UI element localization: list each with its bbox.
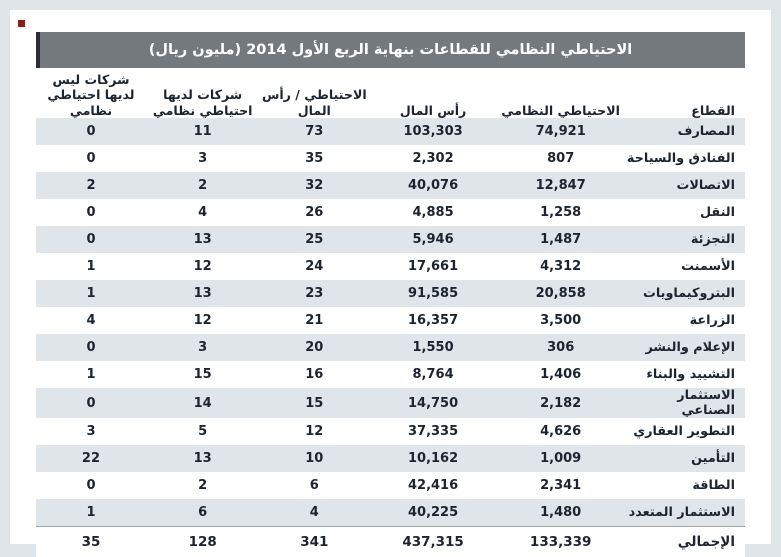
capital-value: 1,550 [369,334,497,361]
page-title: الاحتياطي النظامي للقطاعات بنهاية الربع الأول 2014 (مليون ريال) [148,42,633,58]
sector-name: الطاقة [624,472,745,499]
sector-name: الاستثمار المتعدد [624,499,745,527]
statutory-reserve-value: 4,626 [497,418,625,445]
reserve-to-capital-value: 4 [259,499,369,527]
column-header-reserve-to-capital: الاحتياطي / رأس المال [261,87,367,118]
table-header [36,72,745,118]
table-row [36,388,745,418]
companies-with-reserve-value: 2 [146,172,259,199]
table-row [36,418,745,445]
companies-without-reserve-value: 0 [36,334,146,361]
companies-with-reserve-value: 13 [146,226,259,253]
companies-without-reserve-value: 1 [36,280,146,307]
table-row [36,445,745,472]
capital-value: 91,585 [369,280,497,307]
companies-without-reserve-value: 0 [36,199,146,226]
companies-with-reserve-value: 3 [146,334,259,361]
reserve-to-capital-value: 6 [259,472,369,499]
table-body [36,118,745,557]
reserve-to-capital-value: 16 [259,361,369,388]
table-title-bar [36,32,745,68]
column-header-companies-without-reserve: شركات ليس لديها احتياطي نظامي [47,72,135,118]
sector-name: الاتصالات [624,172,745,199]
reserve-to-capital-value: 10 [259,445,369,472]
sector-name: الفنادق والسياحة [624,145,745,172]
companies-without-reserve-value: 4 [36,307,146,334]
column-header-statutory-reserve: الاحتياطي النظامي [501,102,620,118]
capital-value: 437,315 [369,527,497,557]
capital-value: 14,750 [369,388,497,418]
reserve-to-capital-value: 21 [259,307,369,334]
table-total-row [36,527,745,557]
column-header-companies-with-reserve: شركات لديها احتياطي نظامي [152,87,253,118]
sector-name: التطوير العقاري [624,418,745,445]
capital-value: 2,302 [369,145,497,172]
capital-value: 10,162 [369,445,497,472]
sector-name: الأسمنت [624,253,745,280]
statutory-reserve-value: 1,009 [497,445,625,472]
capital-value: 103,303 [369,118,497,145]
capital-value: 40,225 [369,499,497,527]
companies-with-reserve-value: 4 [146,199,259,226]
statutory-reserve-value: 1,406 [497,361,625,388]
capital-value: 42,416 [369,472,497,499]
sector-name: التجزئة [624,226,745,253]
table-card [10,10,771,551]
reserve-to-capital-value: 15 [259,388,369,418]
reserve-to-capital-value: 32 [259,172,369,199]
statutory-reserve-value: 306 [497,334,625,361]
companies-with-reserve-value: 15 [146,361,259,388]
table-row [36,226,745,253]
reserve-to-capital-value: 341 [259,527,369,557]
reserve-to-capital-value: 35 [259,145,369,172]
companies-with-reserve-value: 13 [146,280,259,307]
sector-name: الزراعة [624,307,745,334]
table-row [36,361,745,388]
statutory-reserve-value: 74,921 [497,118,625,145]
reserve-to-capital-value: 20 [259,334,369,361]
corner-marker [18,20,25,27]
sector-name: الإجمالي [624,527,745,557]
companies-without-reserve-value: 0 [36,118,146,145]
companies-without-reserve-value: 3 [36,418,146,445]
sector-name: الاستثمار الصناعي [624,388,745,418]
companies-without-reserve-value: 0 [36,472,146,499]
statutory-reserve-table [36,72,745,557]
statutory-reserve-value: 3,500 [497,307,625,334]
table-row [36,172,745,199]
table-row [36,307,745,334]
table-row [36,199,745,226]
capital-value: 5,946 [369,226,497,253]
companies-without-reserve-value: 1 [36,361,146,388]
companies-with-reserve-value: 12 [146,307,259,334]
companies-with-reserve-value: 3 [146,145,259,172]
reserve-to-capital-value: 26 [259,199,369,226]
statutory-reserve-value: 1,480 [497,499,625,527]
reserve-to-capital-value: 23 [259,280,369,307]
companies-with-reserve-value: 5 [146,418,259,445]
capital-value: 16,357 [369,307,497,334]
companies-without-reserve-value: 1 [36,499,146,527]
capital-value: 8,764 [369,361,497,388]
companies-with-reserve-value: 14 [146,388,259,418]
statutory-reserve-value: 1,258 [497,199,625,226]
statutory-reserve-value: 133,339 [497,527,625,557]
reserve-to-capital-value: 12 [259,418,369,445]
table-row [36,280,745,307]
statutory-reserve-value: 1,487 [497,226,625,253]
sector-name: التشييد والبناء [624,361,745,388]
companies-without-reserve-value: 0 [36,388,146,418]
capital-value: 40,076 [369,172,497,199]
table-row [36,118,745,145]
reserve-to-capital-value: 73 [259,118,369,145]
companies-without-reserve-value: 2 [36,172,146,199]
table-row [36,472,745,499]
capital-value: 17,661 [369,253,497,280]
table-row [36,334,745,361]
column-header-capital: رأس المال [399,102,467,118]
statutory-reserve-value: 12,847 [497,172,625,199]
companies-with-reserve-value: 13 [146,445,259,472]
reserve-to-capital-value: 24 [259,253,369,280]
companies-with-reserve-value: 6 [146,499,259,527]
column-header-sector: القطاع [691,102,735,118]
sector-name: البتروكيماويات [624,280,745,307]
companies-without-reserve-value: 22 [36,445,146,472]
statutory-reserve-value: 807 [497,145,625,172]
table-row [36,253,745,280]
table-row [36,499,745,527]
table-row [36,145,745,172]
companies-without-reserve-value: 0 [36,145,146,172]
companies-with-reserve-value: 2 [146,472,259,499]
sector-name: النقل [624,199,745,226]
capital-value: 37,335 [369,418,497,445]
companies-without-reserve-value: 1 [36,253,146,280]
sector-name: الإعلام والنشر [624,334,745,361]
table-header-row [36,72,745,118]
companies-without-reserve-value: 0 [36,226,146,253]
sector-name: المصارف [624,118,745,145]
companies-with-reserve-value: 11 [146,118,259,145]
statutory-reserve-value: 20,858 [497,280,625,307]
capital-value: 4,885 [369,199,497,226]
statutory-reserve-value: 2,182 [497,388,625,418]
companies-without-reserve-value: 35 [36,527,146,557]
statutory-reserve-value: 4,312 [497,253,625,280]
companies-with-reserve-value: 12 [146,253,259,280]
companies-with-reserve-value: 128 [146,527,259,557]
statutory-reserve-value: 2,341 [497,472,625,499]
reserve-to-capital-value: 25 [259,226,369,253]
sector-name: التأمين [624,445,745,472]
